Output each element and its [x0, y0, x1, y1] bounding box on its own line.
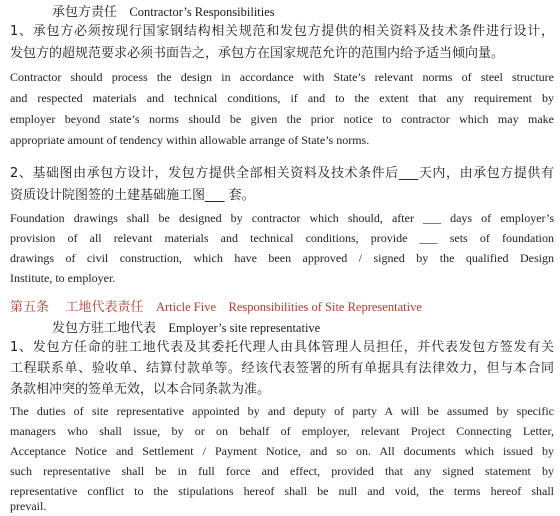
paragraph-en-line: Contractor should process the design in accordance with State’s relevant norms of steel structure — [10, 70, 554, 84]
paragraph-en-line: Foundation drawings shall be designed by contractor which should, after ___ days of employer’s — [10, 211, 554, 225]
paragraph-en-line: The duties of site representative appointed by and deputy of party A will be assumed by specific — [10, 404, 554, 418]
paragraph-en-line: appropriate amount of tendency within allowable arrange of State’s norms. — [10, 133, 370, 147]
paragraph-cn-line: 1、发包方任命的驻工地代表及其委托代理人由具体管理人员担任，并代表发包方签发有关 — [10, 340, 554, 355]
paragraph-cn-line: 发包方的超规范要求必须书面告之，承包方在国家规范允许的范围内给予适当倾向量。 — [10, 46, 505, 61]
paragraph-en-line: managers who shall issue, by or on behalf of employer, relevant Project Connecting Letter, — [10, 424, 554, 438]
paragraph-en-line: drawings of civil construction, which have been approved / signed by the qualified Design — [10, 251, 554, 265]
article-heading-en: Article Five Responsibilities of Site Representative — [155, 300, 422, 314]
paragraph-en-line: representative conflict to the stipulations hereof shall be null and void, the terms hereof shall — [10, 484, 554, 498]
paragraph-en-line: Acceptance Notice and Settlement / Payment Notice, and so on. All documents which issued by — [10, 444, 554, 458]
paragraph-cn-line: 资质设计院图签的土建基础施工图___ 套。 — [10, 188, 255, 203]
heading-en: Contractor’s Responsibilities — [129, 5, 275, 19]
article-five-heading — [10, 297, 422, 318]
subheading-site-representative — [52, 318, 320, 339]
subheading-en: Employer’s site representative — [168, 321, 321, 335]
paragraph-en-line: prevail. — [10, 499, 47, 513]
paragraph-en-line: and respected materials and technical conditions, if and to the extent that any requirement by — [10, 91, 554, 105]
paragraph-cn-line: 2、基础图由承包方设计，发包方提供全部相关资料及技术条件后___天内，由承包方提供有 — [10, 166, 554, 181]
paragraph-cn-line: 条款相冲突的签单无效，以本合同条款为准。 — [10, 382, 271, 397]
paragraph-en-line: provision of all relevant materials and technical conditions, provide ___ sets of foundation — [10, 231, 554, 245]
section-heading-contractor — [52, 2, 275, 23]
heading-cn: 承包方责任 — [52, 5, 118, 20]
article-heading-cn: 第五条 工地代表责任 — [10, 300, 144, 315]
subheading-cn: 发包方驻工地代表 — [52, 321, 157, 336]
paragraph-cn-line: 工程联系单、验收单、结算付款单等。经该代表签署的所有单据具有法律效力，但与本合同 — [10, 361, 554, 376]
paragraph-cn-line: 1、承包方必须按现行国家钢结构相关规范和发包方提供的相关资料及技术条件进行设计， — [10, 24, 554, 39]
paragraph-en-line: Institute, to employer. — [10, 271, 116, 285]
paragraph-en-line: such representative shall be in full force and effect, provided that any signed statement by — [10, 464, 554, 478]
paragraph-en-line: employer beyond state’s norms should be given the prior notice to contractor which may make — [10, 112, 554, 126]
